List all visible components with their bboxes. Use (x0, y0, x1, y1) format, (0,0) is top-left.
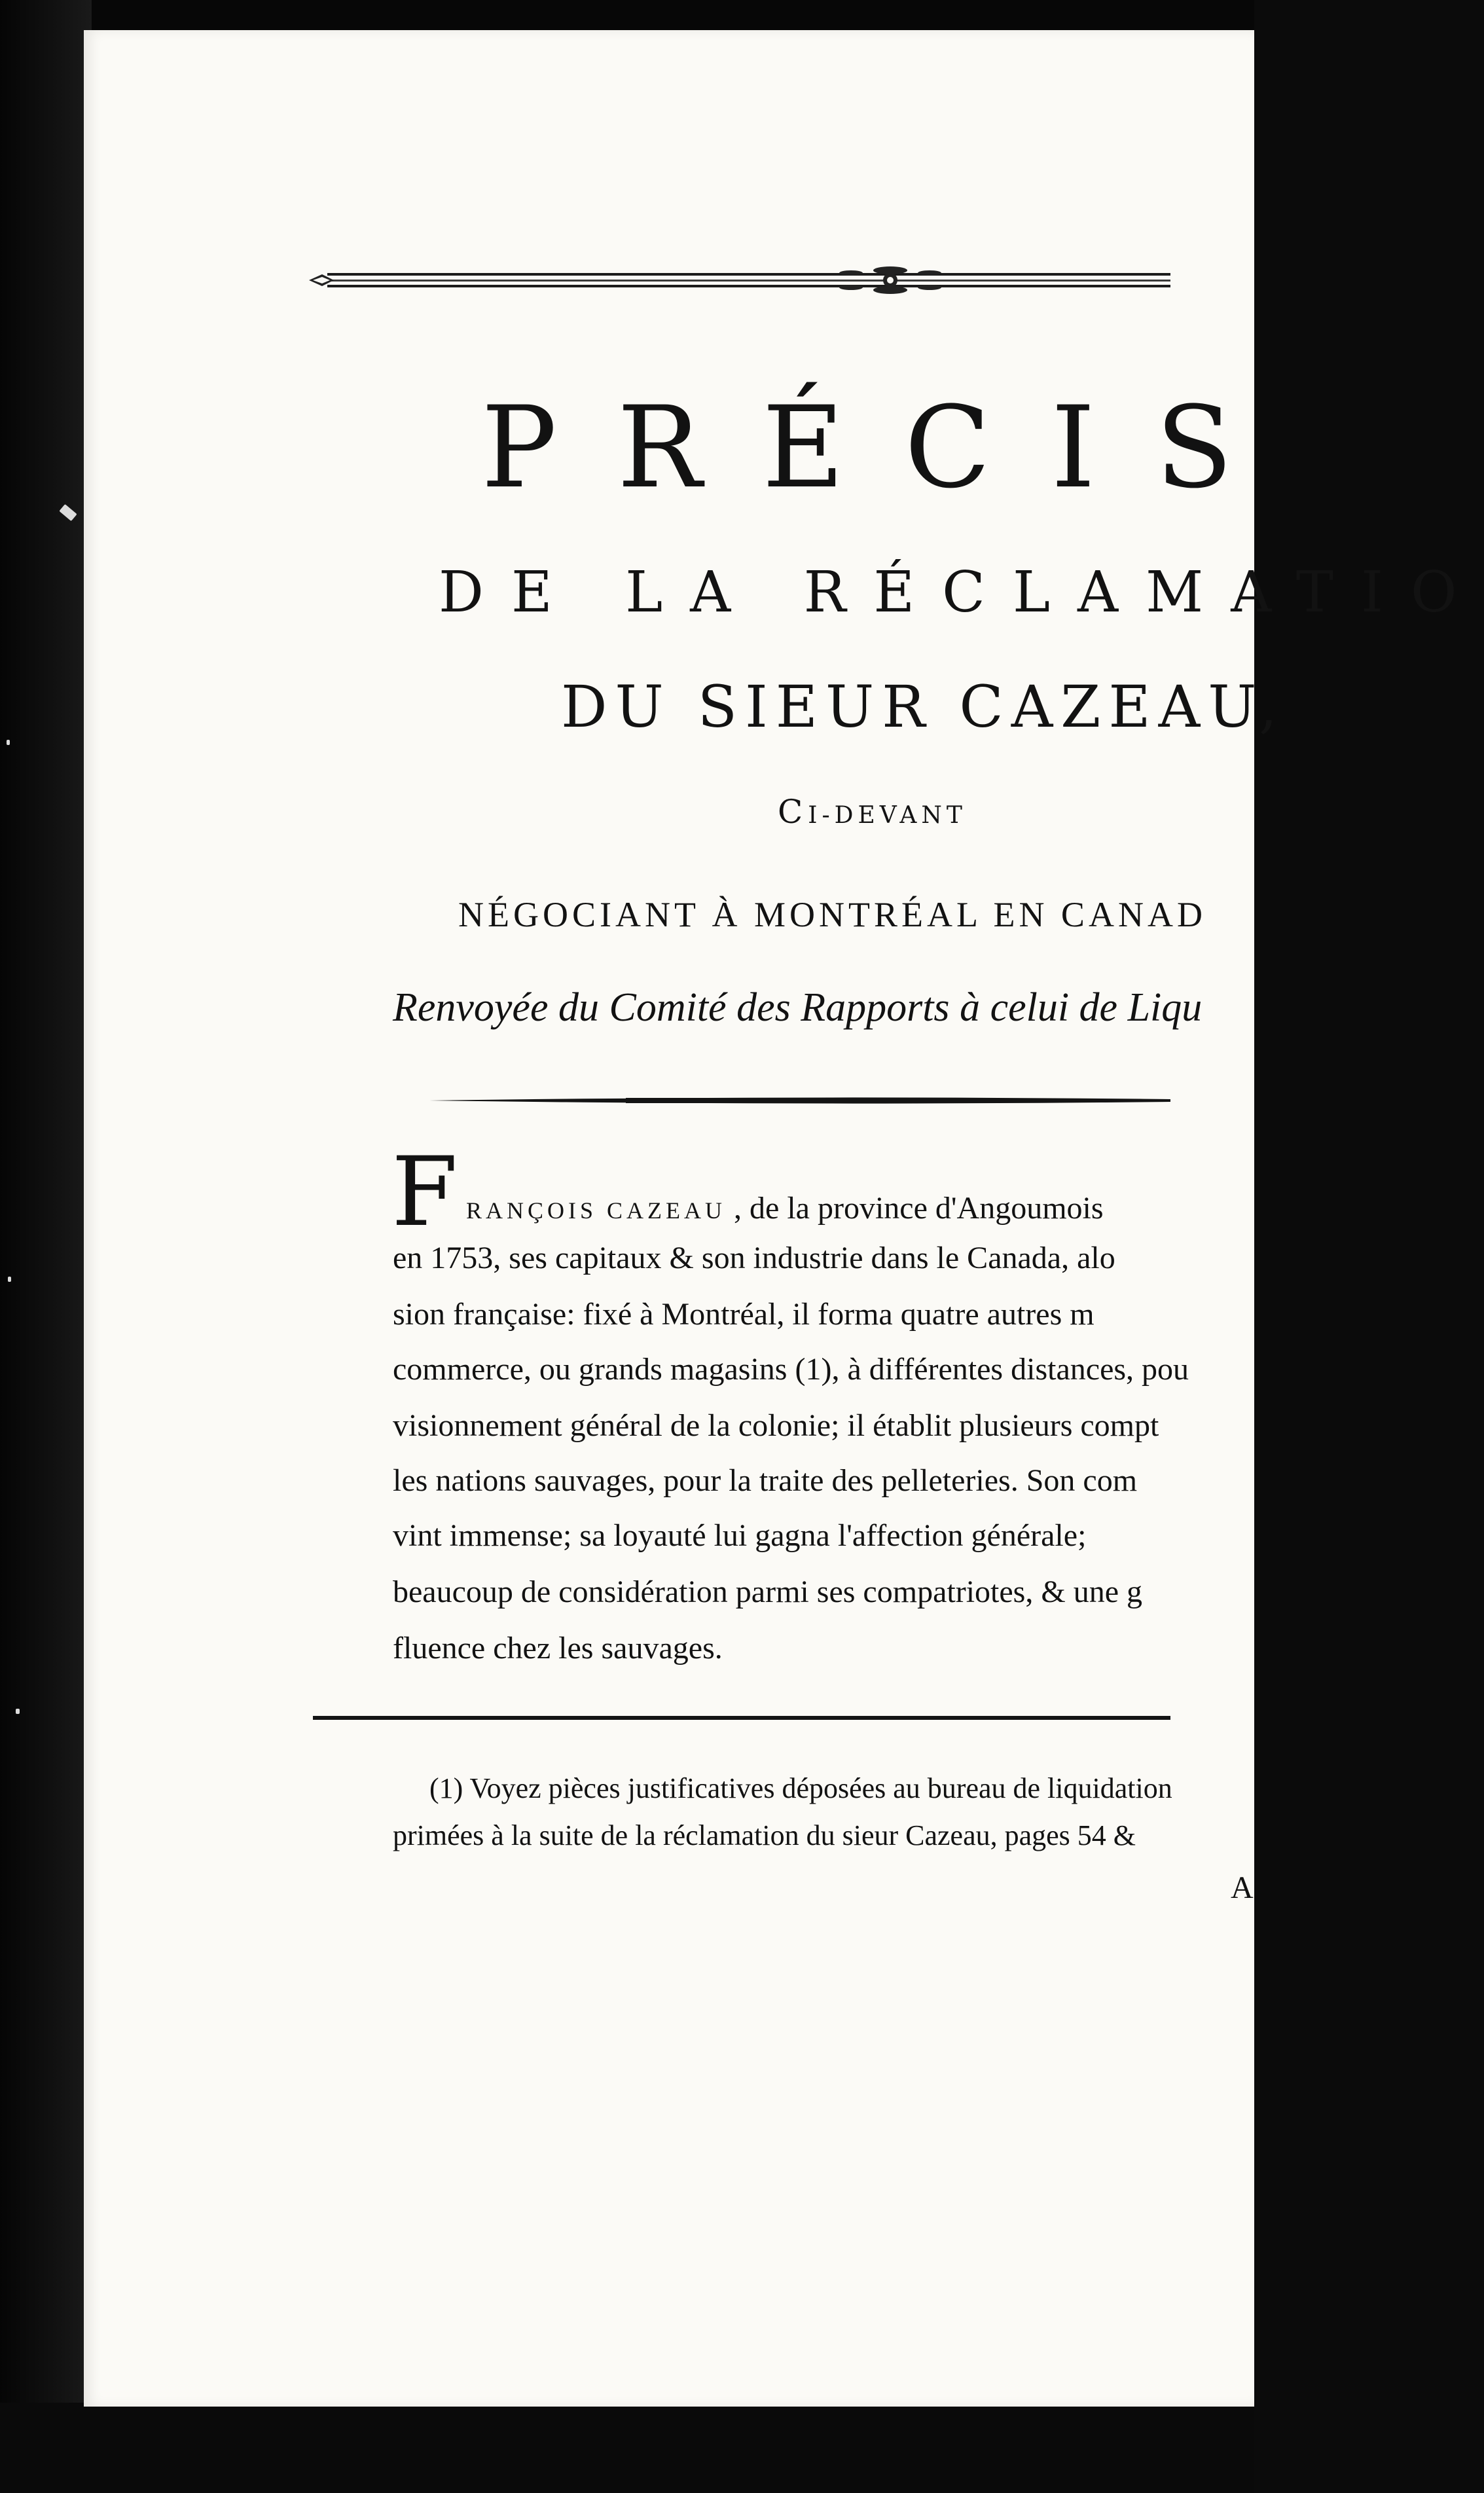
body-line: commerce, ou grands magasins (1), à différentes distances, pou (393, 1352, 1189, 1387)
ornamental-rule (308, 265, 1170, 295)
subtitle-occupation: NÉGOCIANT À MONTRÉAL EN CANAD (458, 895, 1206, 934)
ci-devant-smallcaps: I-DEVANT (808, 802, 967, 829)
footnote-line: primées à la suite de la réclamation du sieur Cazeau, pages 54 & (393, 1819, 1136, 1851)
dust-speck (8, 1277, 11, 1282)
body-line: fluence chez les sauvages. (393, 1631, 723, 1665)
body-line: les nations sauvages, pour la traite des pelleteries. Son com (393, 1463, 1138, 1498)
body-line: beaucoup de considération parmi ses compatriotes, & une g (393, 1574, 1142, 1609)
opening-rest: , de la province d'Angoumois (734, 1191, 1104, 1226)
scan-border-bottom (0, 2403, 1254, 2493)
subtitle-ci-devant (778, 793, 967, 831)
footnote-rule (313, 1716, 1170, 1720)
ci-devant-capital: C (778, 793, 808, 831)
body-line: visionnement général de la colonie; il établit plusieurs compt (393, 1408, 1159, 1443)
dust-speck (7, 740, 10, 745)
opening-smallcaps: RANÇOIS CAZEAU (466, 1197, 727, 1224)
drop-capital: F (391, 1137, 458, 1248)
body-line: sion française: fixé à Montréal, il forma quatre autres m (393, 1297, 1095, 1332)
subtitle-sieur-cazeau: DU SIEUR CAZEAU, (561, 673, 1286, 740)
body-line: en 1753, ses capitaux & son industrie dans le Canada, alo (393, 1241, 1115, 1275)
scan-border-left (0, 0, 92, 2493)
dust-speck (16, 1709, 20, 1714)
document-title: PRÉCIS (481, 382, 1294, 513)
body-line-first (466, 1193, 1104, 1224)
section-rule (429, 1096, 1170, 1105)
referral-line: Renvoyée du Comité des Rapports à celui de Liqu (393, 985, 1203, 1030)
subtitle-reclamation: DE LA RÉCLAMATIO (439, 560, 1484, 625)
scan-border-top (0, 0, 1254, 31)
signature-mark: A (1231, 1870, 1254, 1905)
body-line: vint immense; sa loyauté lui gagna l'affection générale; (393, 1518, 1087, 1553)
footnote-line: (1) Voyez pièces justificatives déposées au bureau de liquidation (429, 1772, 1172, 1804)
